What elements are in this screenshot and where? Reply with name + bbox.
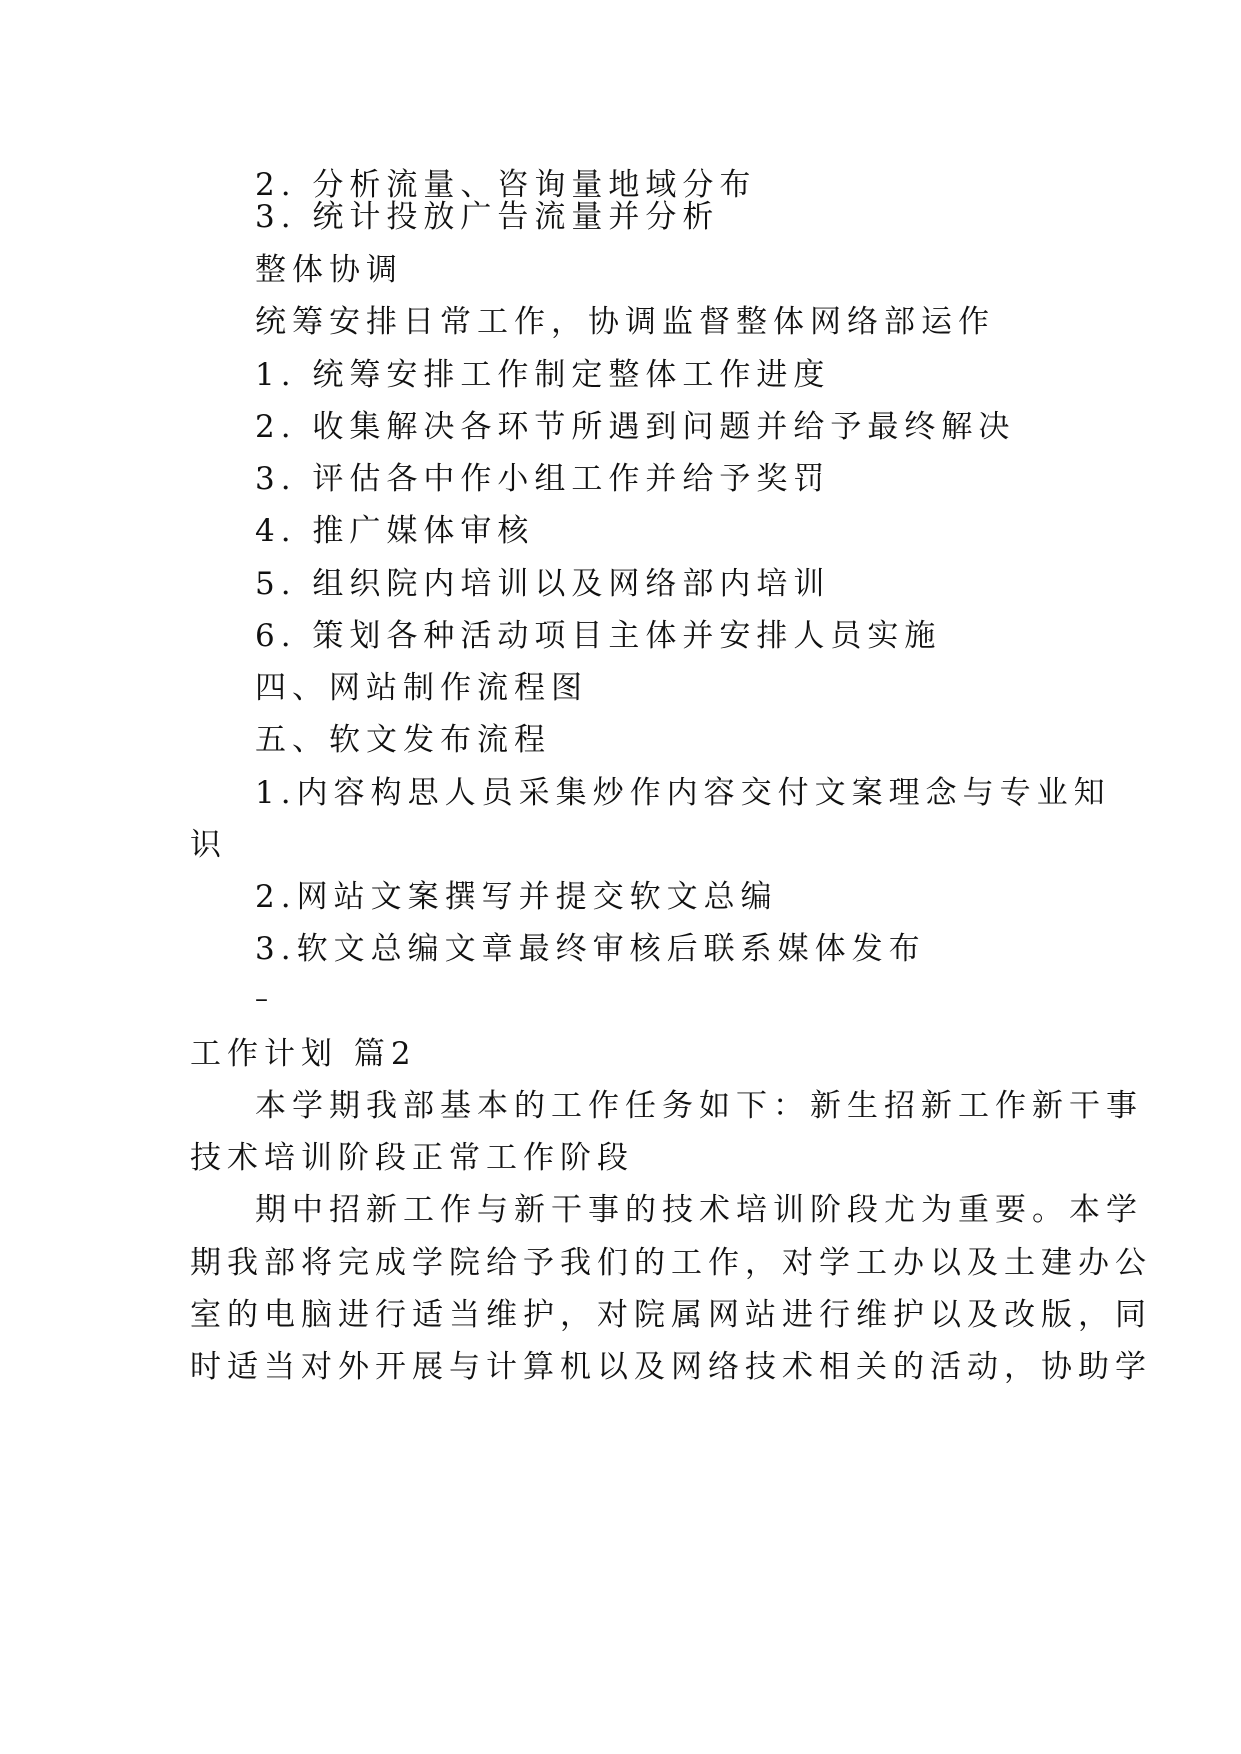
section-heading: 整体协调 <box>255 252 403 288</box>
paragraph-continuation: 技术培训阶段正常工作阶段 <box>190 1140 634 1176</box>
paragraph-continuation: 识 <box>190 827 227 863</box>
section-heading: 五、软文发布流程 <box>255 722 551 758</box>
list-item: 4. 推广媒体审核 <box>255 513 535 549</box>
list-item: 3.软文总编文章最终审核后联系媒体发布 <box>255 931 926 967</box>
paragraph: 统筹安排日常工作，协调监督整体网络部运作 <box>255 304 995 340</box>
list-item: 2. 收集解决各环节所遇到问题并给予最终解决 <box>255 409 1016 445</box>
section-title: 工作计划 篇2 <box>190 1036 417 1072</box>
list-item: 5. 组织院内培训以及网络部内培训 <box>255 566 831 602</box>
paragraph-continuation: 室的电脑进行适当维护，对院属网站进行维护以及改版，同 <box>190 1297 1152 1333</box>
paragraph-continuation: 时适当对外开展与计算机以及网络技术相关的活动，协助学 <box>190 1349 1152 1385</box>
list-item: 3. 统计投放广告流量并分析 <box>255 199 720 235</box>
list-item: 2. 分析流量、咨询量地域分布 <box>255 167 757 203</box>
list-item: 1. 统筹安排工作制定整体工作进度 <box>255 357 831 393</box>
list-item: 2.网站文案撰写并提交软文总编 <box>255 879 778 915</box>
section-heading: 四、网站制作流程图 <box>255 670 588 706</box>
paragraph: 期中招新工作与新干事的技术培训阶段尤为重要。本学 <box>255 1192 1143 1228</box>
separator-mark: – <box>255 984 268 1014</box>
list-item: 3. 评估各中作小组工作并给予奖罚 <box>255 461 831 497</box>
paragraph-continuation: 期我部将完成学院给予我们的工作，对学工办以及土建办公 <box>190 1245 1152 1281</box>
paragraph: 本学期我部基本的工作任务如下：新生招新工作新干事 <box>255 1088 1143 1124</box>
list-item: 1.内容构思人员采集炒作内容交付文案理念与专业知 <box>255 775 1111 811</box>
list-item: 6. 策划各种活动项目主体并安排人员实施 <box>255 618 942 654</box>
